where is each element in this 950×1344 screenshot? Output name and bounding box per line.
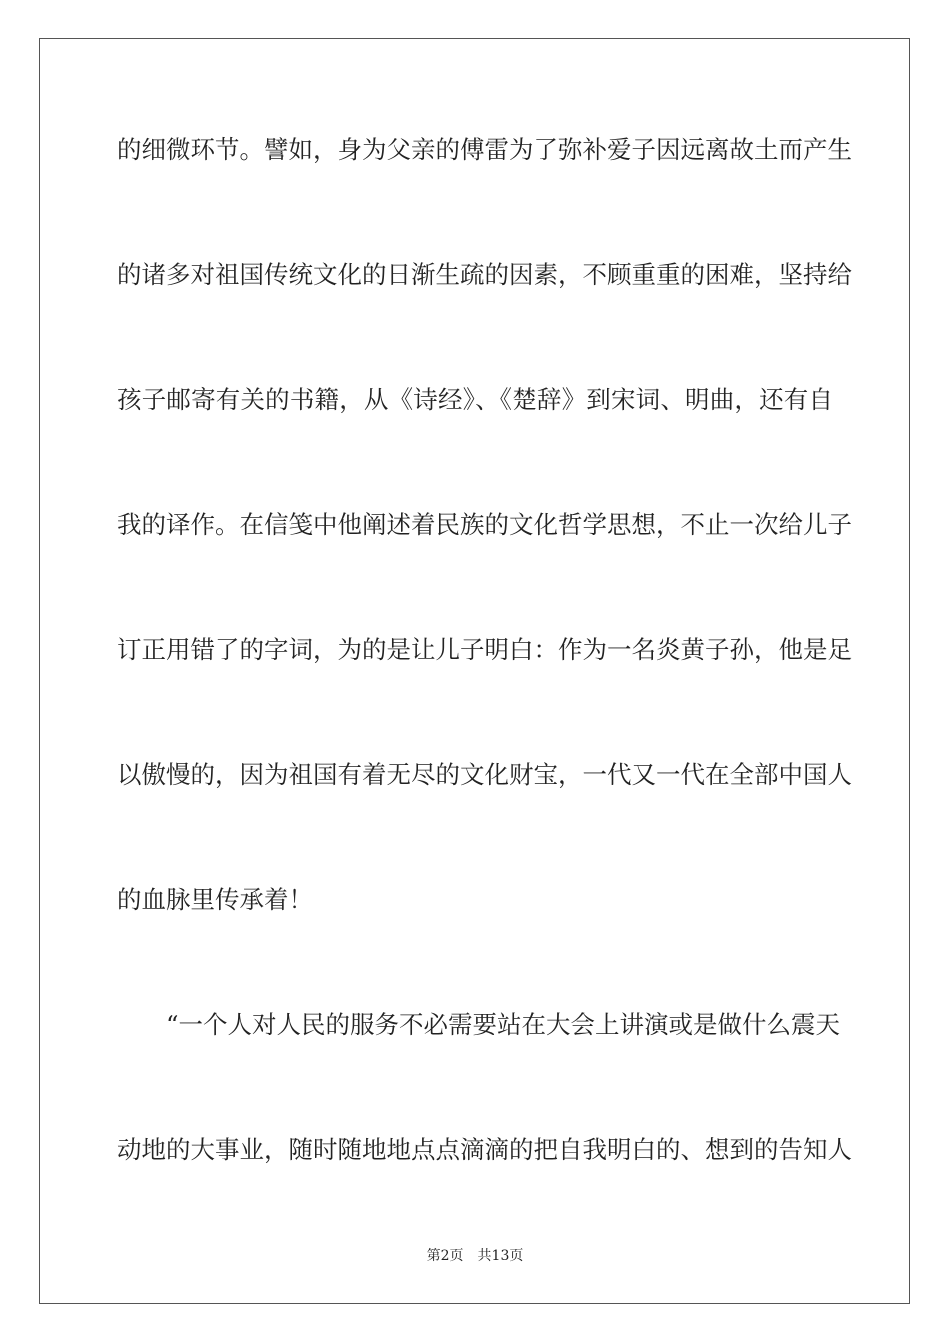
text-line: 以傲慢的，因为祖国有着无尽的文化财宝，一代又一代在全部中国人 — [117, 760, 852, 789]
text-line: 的血脉里传承着！ — [117, 885, 313, 914]
text-line: 动地的大事业，随时随地地点点滴滴的把自我明白的、想到的告知人 — [117, 1135, 852, 1164]
document-body — [117, 120, 852, 1245]
page-footer — [0, 1246, 950, 1266]
page-total: 共13页 — [477, 1248, 524, 1264]
text-line: 我的译作。在信笺中他阐述着民族的文化哲学思想，不止一次给儿子 — [117, 510, 852, 539]
text-line: 的诸多对祖国传统文化的日渐生疏的因素，不顾重重的困难，坚持给 — [117, 260, 852, 289]
page-number: 第2页 — [426, 1248, 464, 1264]
text-line: “一个人对人民的服务不必需要站在大会上讲演或是做什么震天 — [166, 1010, 841, 1039]
text-line: 订正用错了的字词，为的是让儿子明白：作为一名炎黄子孙，他是足 — [117, 635, 852, 664]
text-line: 的细微环节。譬如，身为父亲的傅雷为了弥补爱子因远离故土而产生 — [117, 135, 852, 164]
text-line: 孩子邮寄有关的书籍，从《诗经》、《楚辞》到宋词、明曲，还有自 — [117, 385, 833, 414]
